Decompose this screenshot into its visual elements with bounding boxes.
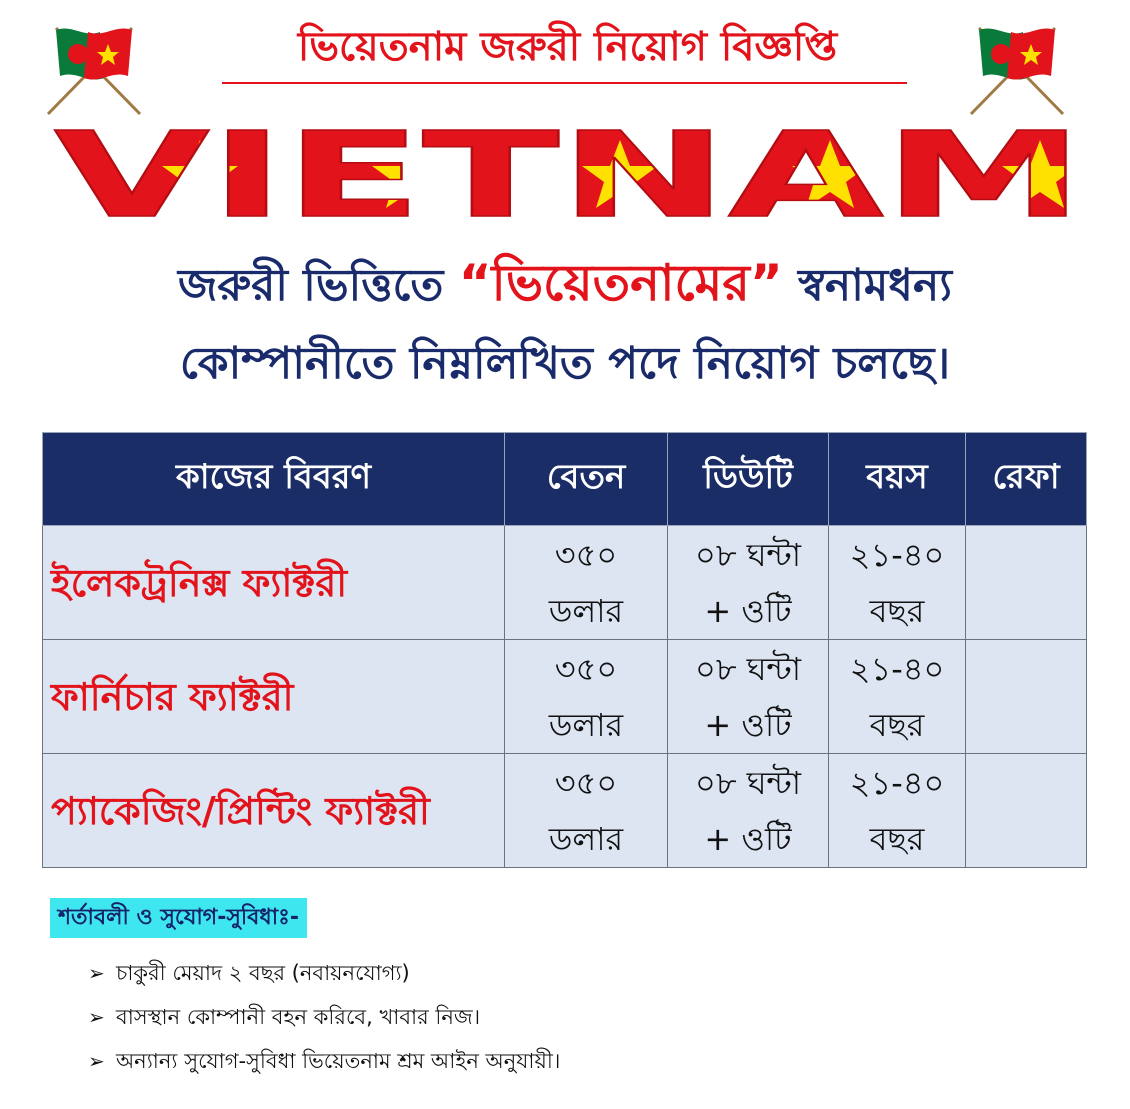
- column-header: বয়স: [829, 433, 966, 526]
- duty-overtime: + ওটি: [704, 705, 792, 744]
- age-cell: [829, 526, 966, 640]
- headline-country: “ভিয়েতনামের”: [458, 254, 783, 312]
- arrow-bullet-icon: ➢: [88, 1049, 105, 1073]
- column-header: বেতন: [505, 433, 668, 526]
- crossed-flags-icon: [34, 22, 154, 117]
- list-item: [88, 1002, 560, 1046]
- age-range: ২১-৪০: [849, 763, 945, 802]
- salary-amount: ৩৫০: [554, 535, 618, 574]
- table-row: [43, 526, 1087, 640]
- duty-cell: [668, 640, 829, 754]
- job-title: প্যাকেজিং/প্রিন্টিং ফ্যাক্টরী: [43, 754, 505, 868]
- salary-unit: ডলার: [548, 705, 624, 744]
- title-underline: [222, 82, 907, 84]
- age-cell: [829, 640, 966, 754]
- salary-cell: [505, 526, 668, 640]
- term-text: অন্যান্য সুযোগ-সুবিধা ভিয়েতনাম শ্রম আইন অনুযায়ী।: [116, 1049, 561, 1073]
- age-unit: বছর: [869, 591, 925, 630]
- terms-heading: শর্তাবলী ও সুযোগ-সুবিধাঃ-: [50, 898, 307, 938]
- salary-amount: ৩৫০: [554, 763, 618, 802]
- table-row: [43, 754, 1087, 868]
- duty-overtime: + ওটি: [704, 591, 792, 630]
- headline-reputed: স্বনামধন্য: [798, 260, 952, 311]
- salary-unit: ডলার: [548, 591, 624, 630]
- arrow-bullet-icon: ➢: [88, 1005, 105, 1029]
- terms-list: [88, 958, 560, 1090]
- age-unit: বছর: [869, 819, 925, 858]
- duty-cell: [668, 754, 829, 868]
- arrow-bullet-icon: ➢: [88, 961, 105, 985]
- duty-hours: ০৮ ঘন্টা: [695, 649, 801, 688]
- vietnam-wordmark: [50, 122, 1088, 222]
- duty-overtime: + ওটি: [704, 819, 792, 858]
- notice-title: ভিয়েতনাম জরুরী নিয়োগ বিজ্ঞপ্তি: [297, 24, 838, 70]
- list-item: [88, 958, 560, 1002]
- ref-cell: [966, 640, 1087, 754]
- age-unit: বছর: [869, 705, 925, 744]
- ref-cell: [966, 526, 1087, 640]
- salary-cell: [505, 640, 668, 754]
- list-item: [88, 1046, 560, 1090]
- column-header: ডিউটি: [668, 433, 829, 526]
- headline-urgent: জরুরী ভিত্তিতে: [178, 260, 444, 311]
- jobs-table: [42, 432, 1087, 868]
- salary-cell: [505, 754, 668, 868]
- salary-amount: ৩৫০: [554, 649, 618, 688]
- headline-line-2: কোম্পানীতে নিম্নলিখিত পদে নিয়োগ চলছে।: [179, 338, 951, 389]
- duty-hours: ০৮ ঘন্টা: [695, 763, 801, 802]
- column-header: রেফা: [966, 433, 1087, 526]
- ref-cell: [966, 754, 1087, 868]
- age-range: ২১-৪০: [849, 535, 945, 574]
- duty-cell: [668, 526, 829, 640]
- table-row: [43, 640, 1087, 754]
- vietnam-wordmark-text: VIETNAM: [54, 122, 1084, 222]
- column-header: কাজের বিবরণ: [43, 433, 505, 526]
- headline-line-1: [20, 246, 1110, 329]
- job-title: ফার্নিচার ফ্যাক্টরী: [43, 640, 505, 754]
- age-range: ২১-৪০: [849, 649, 945, 688]
- salary-unit: ডলার: [548, 819, 624, 858]
- term-text: চাকুরী মেয়াদ ২ বছর (নবায়নযোগ্য): [116, 961, 410, 985]
- job-title: ইলেকট্রনিক্স ফ্যাক্টরী: [43, 526, 505, 640]
- term-text: বাসস্থান কোম্পানী বহন করিবে, খাবার নিজ।: [116, 1005, 481, 1029]
- duty-hours: ০৮ ঘন্টা: [695, 535, 801, 574]
- table-header-row: [43, 433, 1087, 526]
- crossed-flags-icon: [957, 22, 1077, 117]
- age-cell: [829, 754, 966, 868]
